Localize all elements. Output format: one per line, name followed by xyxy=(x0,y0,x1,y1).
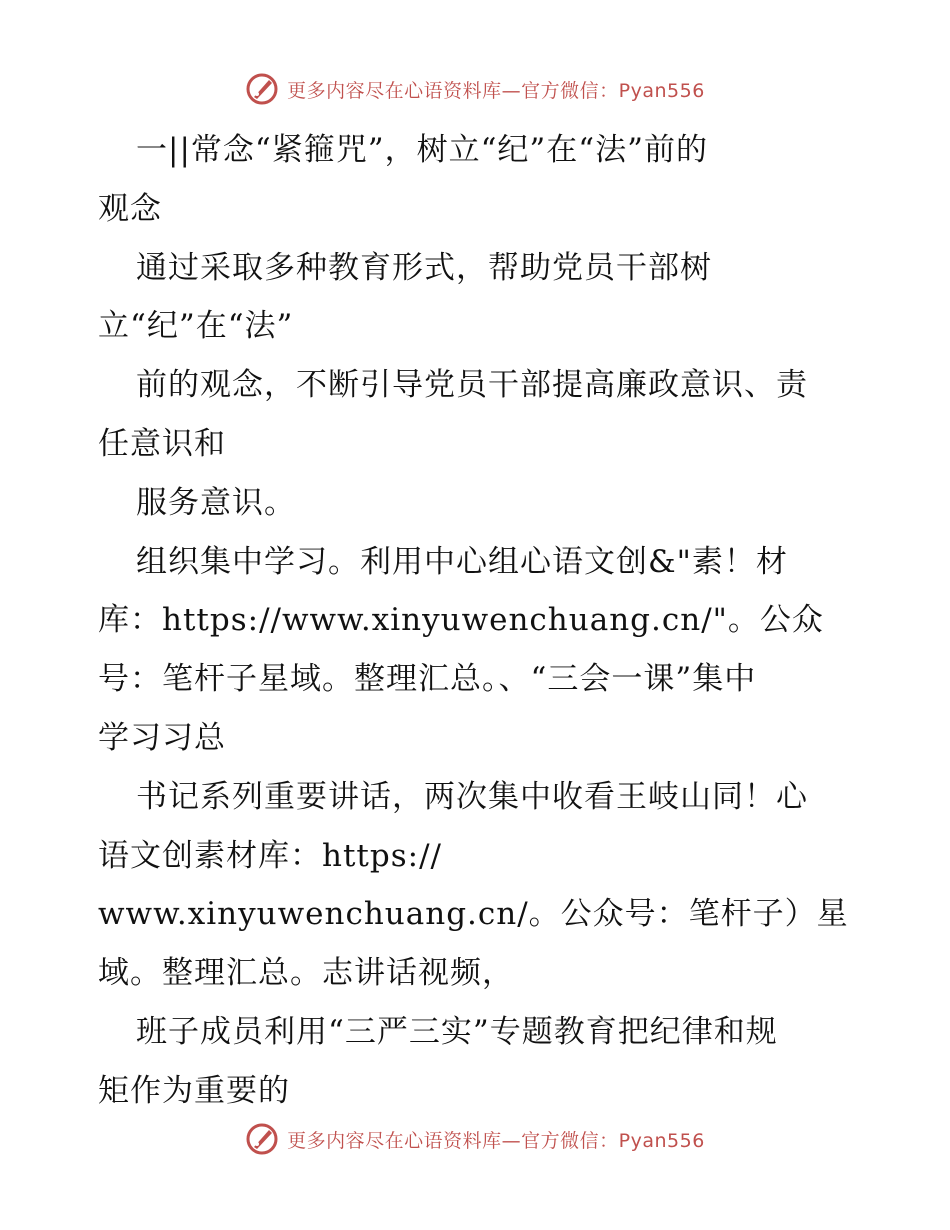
text-line: 班子成员利用“三严三实”专题教育把纪律和规 xyxy=(136,1013,778,1050)
footer-watermark xyxy=(0,1122,950,1156)
text-line: 立“纪”在“法” xyxy=(98,308,294,345)
text-line: www.xinyuwenchuang.cn/。公众号：笔杆子）星 xyxy=(98,896,849,933)
text-line: 学习习总 xyxy=(98,719,226,756)
text-line: 任意识和 xyxy=(98,425,226,462)
document-body xyxy=(98,121,858,1121)
text-line: 语文创素材库：https:// xyxy=(98,837,442,874)
text-line: 号：笔杆子星域。整理汇总。、“三会一课”集中 xyxy=(98,661,757,698)
text-line: 一||常念“紧箍咒”，树立“纪”在“法”前的 xyxy=(136,132,708,168)
watermark-text: 更多内容尽在心语资料库—官方微信：Pyan556 xyxy=(287,79,705,102)
watermark-text: 更多内容尽在心语资料库—官方微信：Pyan556 xyxy=(287,1129,705,1152)
quill-logo-icon xyxy=(245,1122,279,1156)
text-line: 组织集中学习。利用中心组心语文创&"素！材 xyxy=(136,543,788,580)
text-line: 域。整理汇总。志讲话视频， xyxy=(98,955,514,992)
text-line: 前的观念，不断引导党员干部提高廉政意识、责 xyxy=(136,367,808,404)
quill-logo-icon xyxy=(245,72,279,106)
text-line: 库：https://www.xinyuwenchuang.cn/"。公众 xyxy=(98,602,824,639)
text-line: 书记系列重要讲话，两次集中收看王岐山同！心 xyxy=(136,778,808,815)
header-watermark xyxy=(0,72,950,106)
text-line: 通过采取多种教育形式，帮助党员干部树 xyxy=(136,249,712,286)
text-line: 观念 xyxy=(98,190,162,227)
text-line: 矩作为重要的 xyxy=(98,1072,290,1109)
text-line: 服务意识。 xyxy=(136,484,296,521)
